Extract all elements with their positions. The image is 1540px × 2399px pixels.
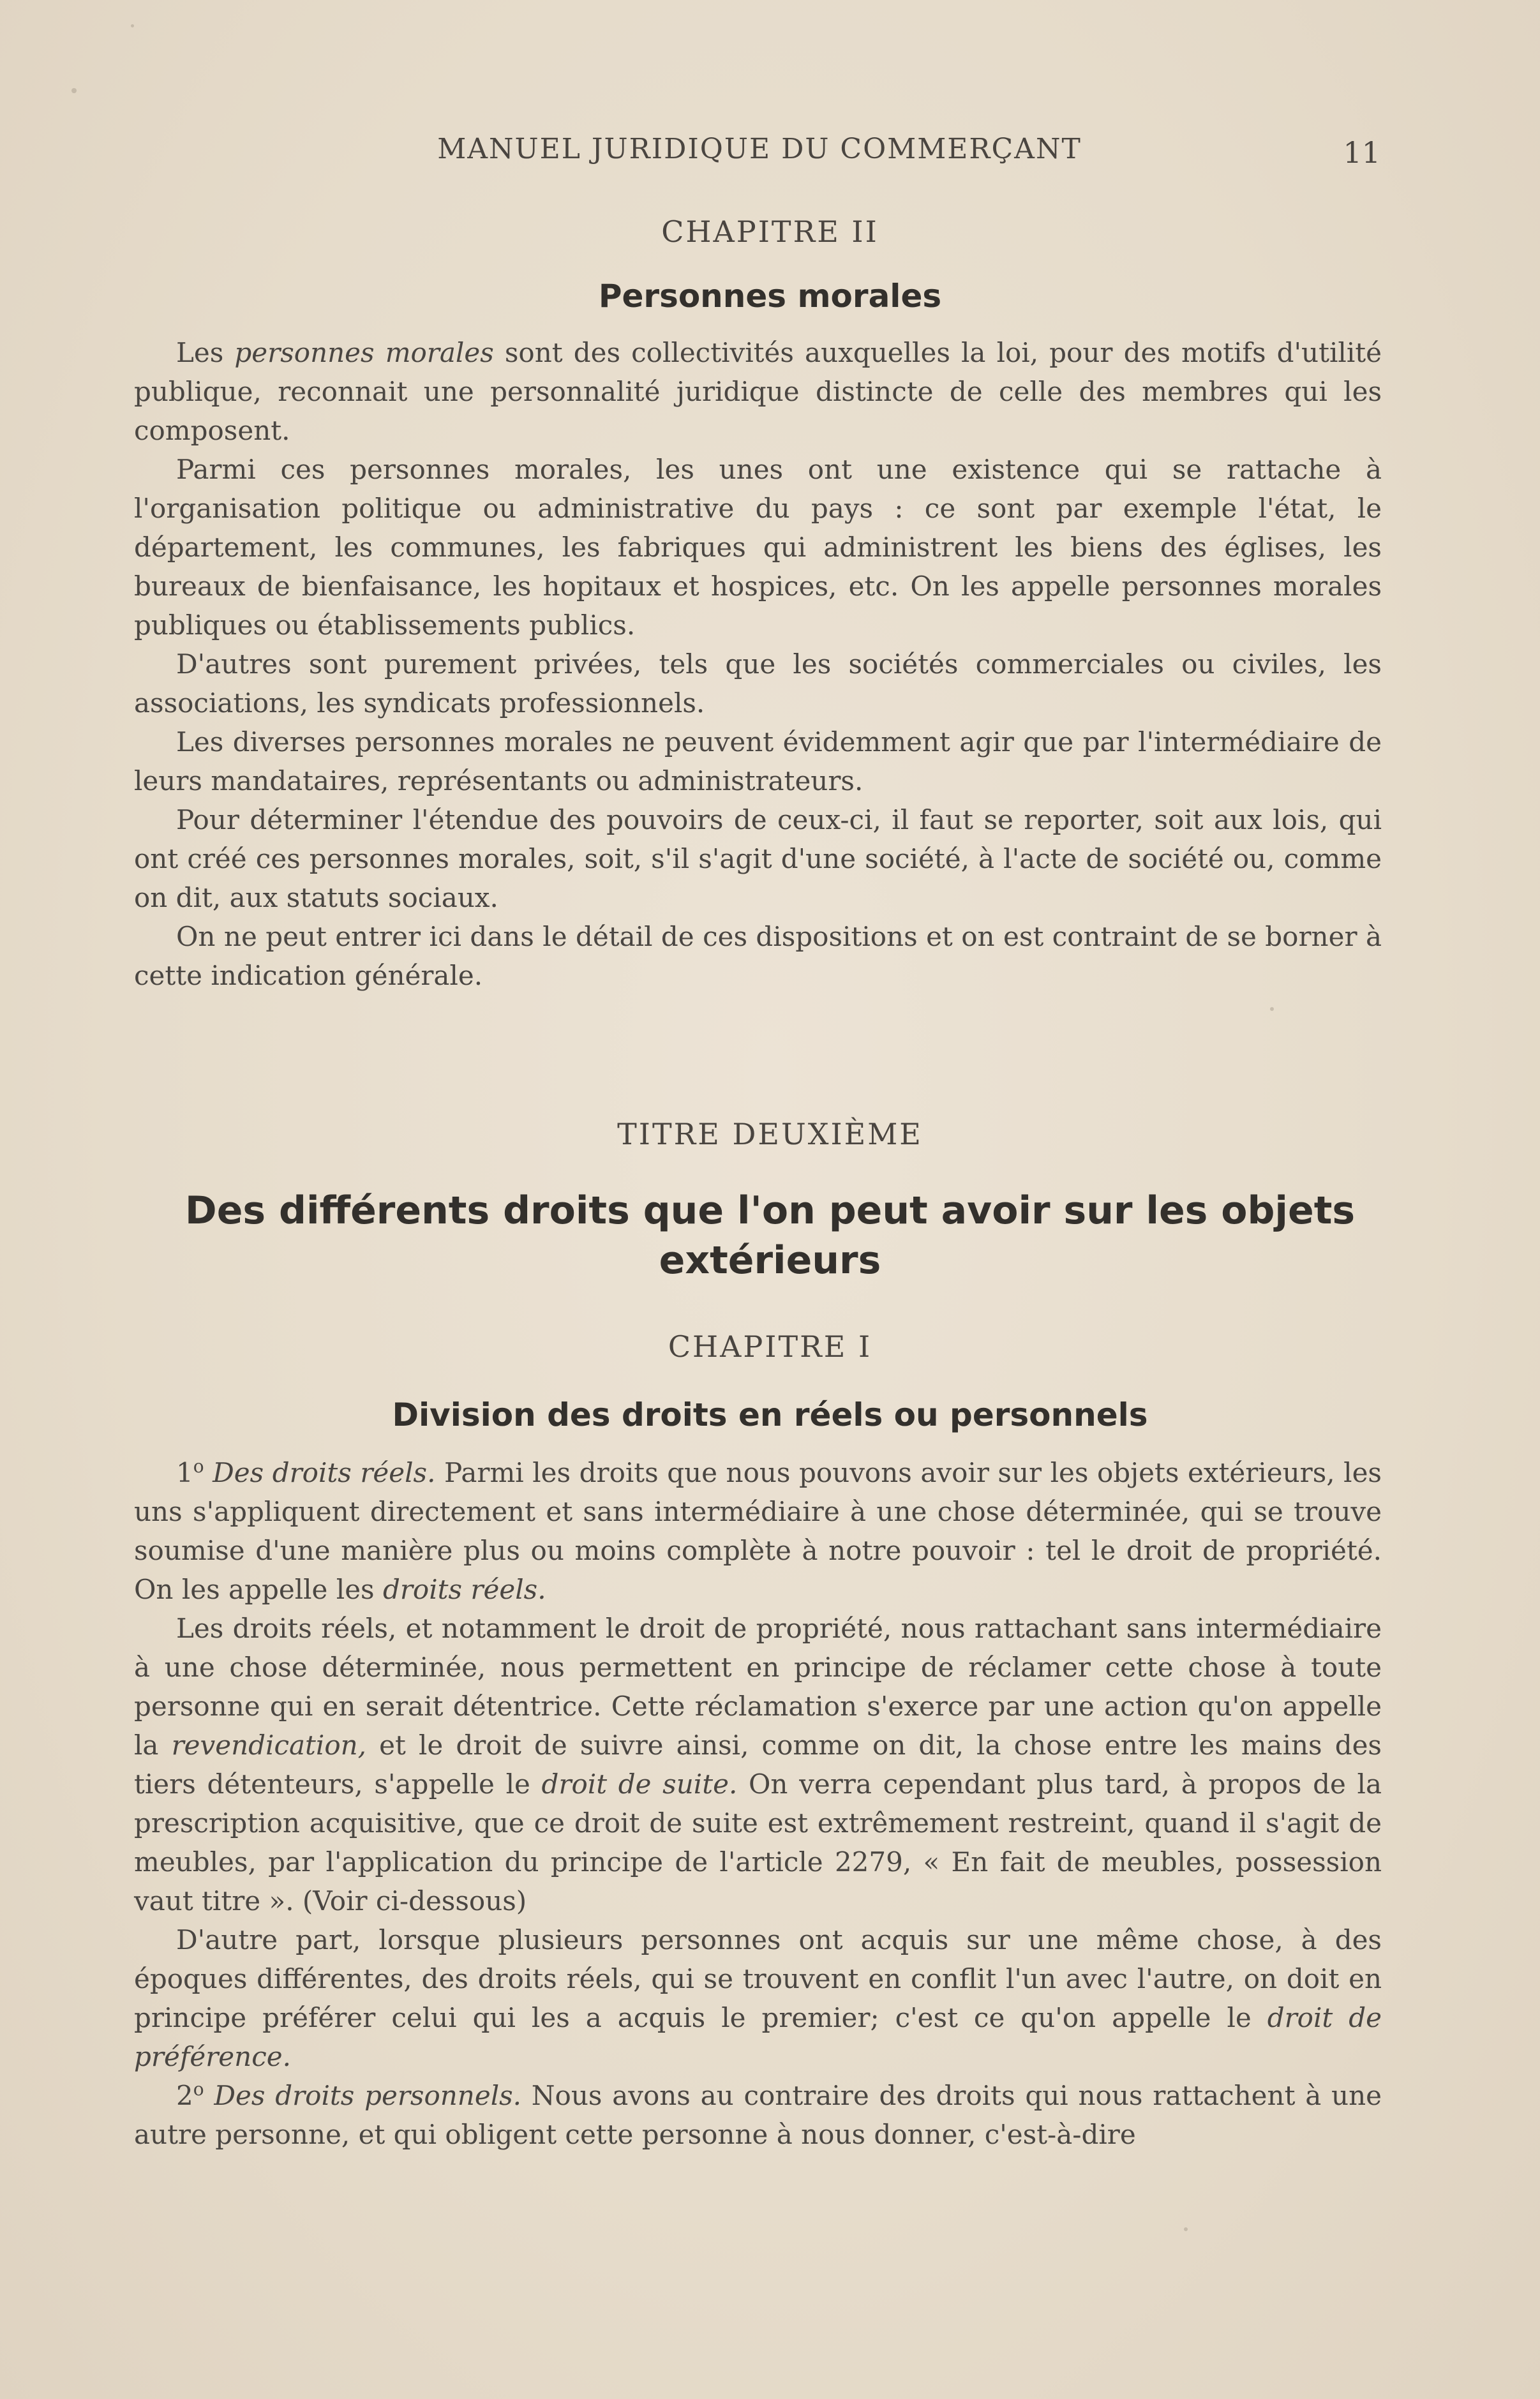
titre-heading: Des différents droits que l'on peut avoir sur les objets extérieurs bbox=[184, 1188, 1356, 1283]
paper-speck bbox=[1184, 2227, 1188, 2231]
paragraph: Les droits réels, et notamment le droit de propriété, nous rattachant sans intermédiaire à une chose déterminée, nous permettent en principe de réclamer cette chose à toute personne qui en serait détentrice. Cette réclamation s'exerce par une action qu'on appelle la revendication, et le droit de suivre ainsi, comme on dit, la chose entre les mains des tiers détenteurs, s'appelle le droit de suite. On verra cependant plus tard, à propos de la prescription acquisitive, que ce droit de suite est extrêmement restreint, quand il s'agit de meubles, par l'application du principe de l'article 2279, « En fait de meubles, possession vaut titre ». (Voir ci-dessous) bbox=[134, 1613, 1382, 1917]
paper-speck bbox=[71, 88, 77, 93]
page-number: 11 bbox=[1343, 135, 1380, 170]
paragraph: Les personnes morales sont des collectivités auxquelles la loi, pour des motifs d'utilité publique, reconnait une personnalité juridique distincte de celle des membres qui les composent. bbox=[134, 337, 1382, 446]
section-title: Personnes morales bbox=[598, 278, 942, 315]
paragraph: Parmi ces personnes morales, les unes ont une existence qui se rattache à l'organisation politique ou administrative du pays : ce sont par exemple l'état, le département, les communes, les fabriques qui administrent les biens des églises, les bureaux de bienfaisance, les hopitaux et hospices, etc. On les appelle personnes morales publiques ou établissements publics. bbox=[134, 454, 1382, 641]
titre-label: TITRE DEUXIÈME bbox=[617, 1117, 923, 1151]
paragraph: Les diverses personnes morales ne peuvent évidemment agir que par l'intermédiaire de leurs mandataires, représentants ou administrateurs. bbox=[134, 726, 1382, 796]
paper-speck bbox=[131, 24, 134, 27]
section-title: Division des droits en réels ou personnels bbox=[392, 1396, 1148, 1433]
paragraph: 1$^o$ Des droits réels. Parmi les droits que nous pouvons avoir sur les objets extérieurs, les uns s'appliquent directement et sans intermédiaire à une chose déterminée, qui se trouve soumise d'une manière plus ou moins complète à notre pouvoir : tel le droit de propriété. On les appelle les droits réels. bbox=[134, 1456, 1382, 1605]
chapter-2-body bbox=[134, 333, 1382, 995]
chapter-label: CHAPITRE II bbox=[661, 214, 879, 249]
paragraph: 2$^o$ Des droits personnels. Nous avons au contraire des droits qui nous rattachent à une autre personne, et qui obligent cette personne à nous donner, c'est-à-dire bbox=[134, 2079, 1382, 2150]
paragraph: D'autre part, lorsque plusieurs personnes ont acquis sur une même chose, à des époques différentes, des droits réels, qui se trouvent en conflit l'un avec l'autre, on doit en principe préférer celui qui les a acquis le premier; c'est ce qu'on appelle le droit de préférence. bbox=[134, 1924, 1382, 2072]
running-title: MANUEL JURIDIQUE DU COMMERÇANT bbox=[437, 133, 1082, 165]
paragraph: On ne peut entrer ici dans le détail de ces dispositions et on est contraint de se borner à cette indication générale. bbox=[134, 921, 1382, 991]
paper-speck bbox=[1270, 1007, 1274, 1011]
paragraph: D'autres sont purement privées, tels que les sociétés commerciales ou civiles, les associations, les syndicats professionnels. bbox=[134, 648, 1382, 719]
chapter-label: CHAPITRE I bbox=[668, 1329, 872, 1364]
paragraph: Pour déterminer l'étendue des pouvoirs de ceux-ci, il faut se reporter, soit aux lois, qui ont créé ces personnes morales, soit, s'il s'agit d'une société, à l'acte de société ou, comme on dit, aux statuts sociaux. bbox=[134, 804, 1382, 913]
chapter-1-body bbox=[134, 1453, 1382, 2154]
